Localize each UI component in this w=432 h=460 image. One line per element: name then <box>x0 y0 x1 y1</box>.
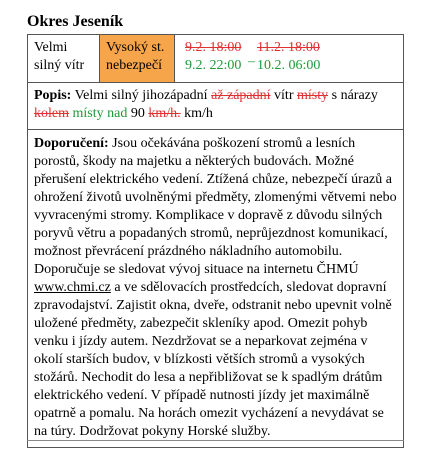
new-end-time: 10.2. 06:00 <box>257 58 321 73</box>
description-text: 90 <box>127 106 149 121</box>
description-text: s nárazy <box>328 88 378 103</box>
description-text: Velmi silný jihozápadní <box>74 88 212 103</box>
validity-separator: – <box>248 54 255 69</box>
new-start-time: 9.2. 22:00 <box>185 58 242 73</box>
description-text: km/h <box>180 106 213 121</box>
advice-text: a ve sdělovacích prostředcích, sledovat dopravní zpravodajství. Zajistit okna, dveře, odstranit nebo upevnit volně uložené předměty, zabezpečit skleníky apod. Omezit pohyb venku i jízdy autem. Nezdržovat se a neparkovat zejména v okolí starších budov, v blízkosti větších stromů a vysokých stožárů. Nechodit do lesa a nepřibližovat se k spadlým drátům elektrického vedení. V případě nutnosti jízdy jet maximálně opatrně a pomalu. Na horách omezit vycházení a nevydávat se na túry. Dodržovat pokyny Horské služby. <box>34 280 392 439</box>
description-deleted-text: km/h. <box>148 106 181 121</box>
region-title: Okres Jeseník <box>27 13 124 30</box>
description-deleted-text: až západní <box>211 88 271 103</box>
warning-header-row <box>28 35 403 83</box>
advice-section <box>28 130 403 447</box>
warning-level-badge: Vysoký st. nebezpečí <box>100 35 175 82</box>
description-label: Popis: <box>34 88 72 103</box>
advice-label: Doporučení: <box>34 136 109 151</box>
old-start-time: 9.2. 18:00 <box>185 40 242 55</box>
description-section <box>28 83 403 130</box>
chmi-link[interactable]: www.chmi.cz <box>34 280 111 295</box>
warning-card <box>27 34 404 448</box>
description-text: vítr <box>270 88 297 103</box>
event-name: Velmi silný vítr <box>28 35 100 82</box>
description-deleted-text: místy <box>297 88 329 103</box>
bottom-divider <box>27 440 404 441</box>
description-inserted-text: místy nad <box>69 106 128 121</box>
old-end-time: 11.2. 18:00 <box>257 40 320 55</box>
advice-text: Jsou očekávána poškození stromů a lesních porostů, škody na majetku a některých budovách. Možné přerušení elektrického vedení. Ztížená chůze, nebezpečí úrazů a ohrožení životů uvolněnými předměty, zlomenými větvemi nebo vyvracenými stromy. Komplikace v dopravě z důvodu silných poryvů větru a popadaných stromů, neprůjezdnost komunikací, možnost převrácení prázdného nákladního automobilu. Doporučuje se sledovat vývoj situace na internetu ČHMÚ <box>34 136 397 277</box>
validity-period <box>175 35 403 82</box>
description-deleted-text: kolem <box>34 106 69 121</box>
